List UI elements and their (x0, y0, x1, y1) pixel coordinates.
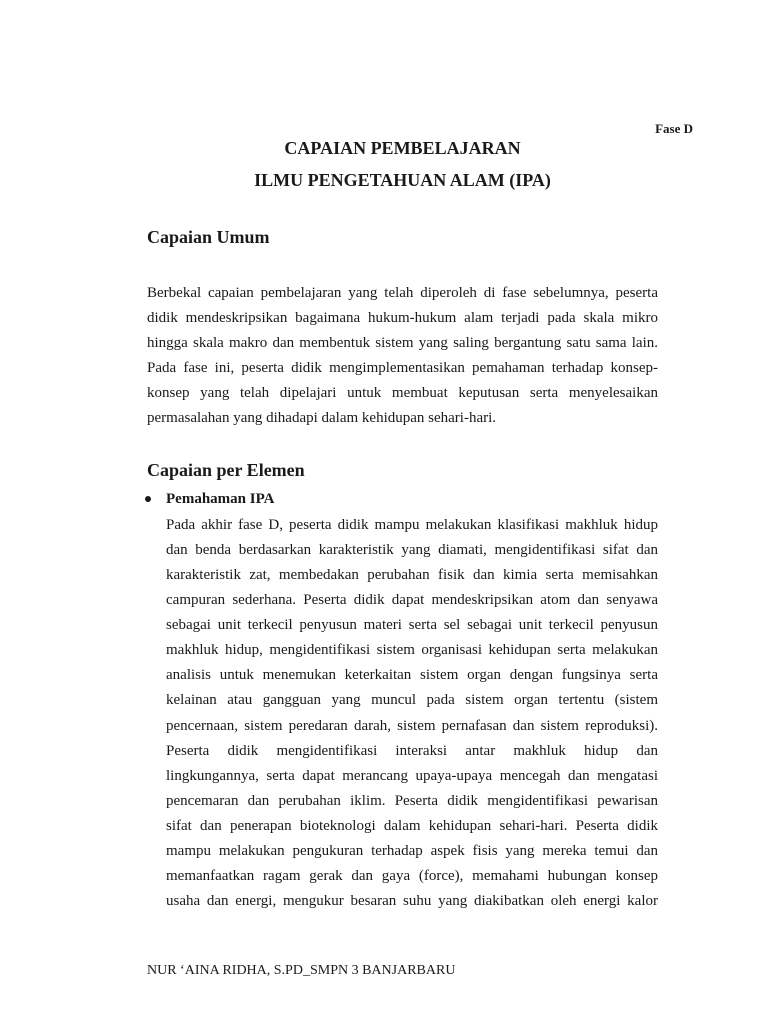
paragraph-line: sifat dan penerapan bioteknologi dalam kehidupan sehari-hari. Peserta didik (166, 818, 658, 834)
element-title-pemahaman-ipa: Pemahaman IPA (166, 491, 275, 507)
page-footer: NUR ‘AINA RIDHA, S.PD_SMPN 3 BANJARBARU (147, 963, 456, 978)
paragraph-line: makhluk hidup, mengidentifikasi sistem organisasi kehidupan serta melakukan (166, 642, 658, 659)
bullet-icon (145, 496, 151, 502)
paragraph-line: Pada akhir fase D, peserta didik mampu melakukan klasifikasi makhluk hidup (166, 516, 658, 533)
document-subtitle: ILMU PENGETAHUAN ALAM (IPA) (254, 170, 551, 190)
capaian-umum-paragraph (147, 281, 658, 432)
paragraph-line: lingkungannya, serta dapat merancang upaya-upaya mencegah dan mengatasi (166, 767, 658, 784)
paragraph-line: Pada fase ini, peserta didik mengimplementasikan pemahaman terhadap konsep- (147, 360, 658, 377)
paragraph-line: memanfaatkan ragam gerak dan gaya (force), memahami hubungan konsep (166, 868, 658, 885)
paragraph-line: didik mendeskripsikan bagaimana hukum-hukum alam terjadi pada skala mikro (147, 309, 658, 326)
paragraph-line: Peserta didik mengidentifikasi interaksi antar makhluk hidup dan (166, 742, 658, 759)
paragraph-line: campuran sederhana. Peserta didik dapat mendeskripsikan atom dan senyawa (166, 591, 658, 608)
paragraph-line: kelainan atau gangguan yang muncul pada sistem organ tertentu (sistem (166, 692, 658, 709)
paragraph-line: usaha dan energi, mengukur besaran suhu yang diakibatkan oleh energi kalor (166, 893, 658, 910)
pemahaman-ipa-paragraph (166, 513, 658, 915)
section-heading-capaian-per-elemen: Capaian per Elemen (147, 460, 305, 480)
section-heading-capaian-umum: Capaian Umum (147, 227, 270, 247)
document-title: CAPAIAN PEMBELAJARAN (284, 138, 521, 158)
paragraph-line: dan benda berdasarkan karakteristik yang diamati, mengidentifikasi sifat dan (166, 541, 658, 558)
paragraph-line: mampu melakukan pengukuran terhadap aspek fisis yang mereka temui dan (166, 843, 658, 860)
paragraph-line: analisis untuk menemukan keterkaitan sistem organ dengan fungsinya serta (166, 667, 658, 684)
paragraph-line: hingga skala makro dan membentuk sistem yang saling bergantung satu sama lain. (147, 334, 658, 351)
paragraph-line: karakteristik zat, membedakan perubahan fisik dan kimia serta memisahkan (166, 566, 658, 583)
phase-label: Fase D (655, 121, 693, 136)
paragraph-line: Berbekal capaian pembelajaran yang telah diperoleh di fase sebelumnya, peserta (147, 284, 658, 301)
paragraph-line: pencemaran dan perubahan iklim. Peserta didik mengidentifikasi pewarisan (166, 792, 658, 809)
paragraph-line: permasalahan yang dihadapi dalam kehidupan sehari-hari. (147, 410, 497, 427)
paragraph-line: pencernaan, sistem peredaran darah, sistem pernafasan dan sistem reproduksi). (166, 717, 658, 734)
paragraph-line: konsep yang telah dipelajari untuk membuat keputusan serta menyelesaikan (147, 385, 658, 402)
paragraph-line: sebagai unit terkecil penyusun materi serta sel sebagai unit terkecil penyusun (166, 617, 658, 633)
